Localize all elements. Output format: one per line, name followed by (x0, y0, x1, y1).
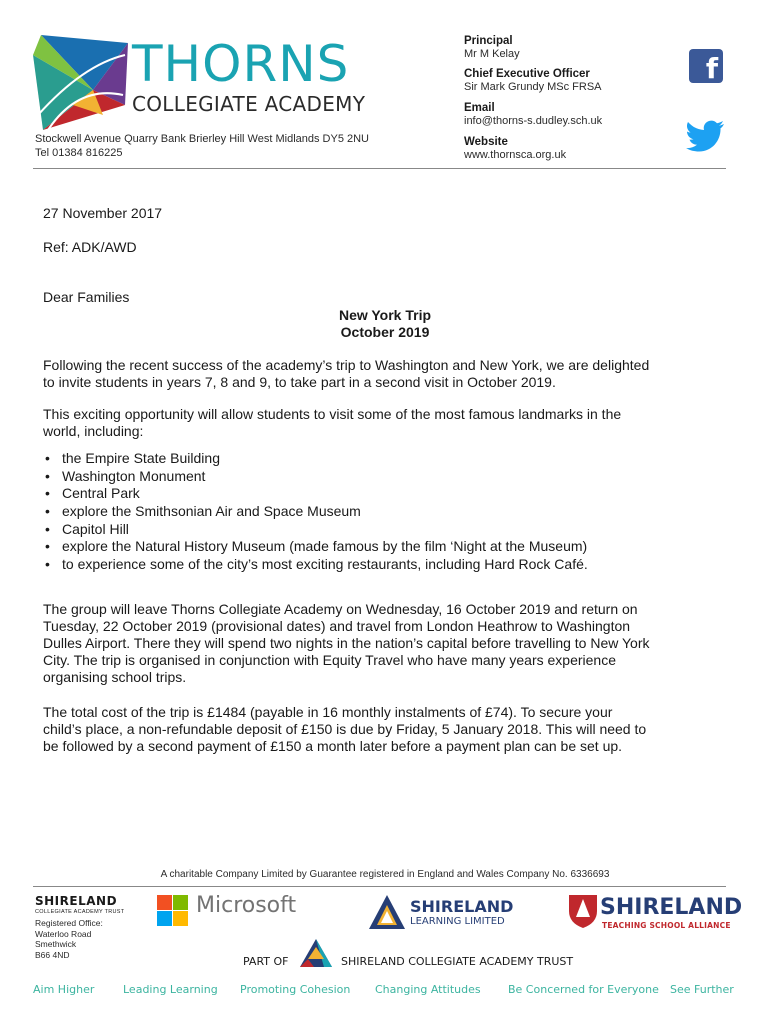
shireland-trust-subtitle: COLLEGIATE ACADEMY TRUST (35, 909, 125, 915)
tagline-item: Be Concerned for Everyone (508, 983, 659, 996)
paragraph-cost (43, 704, 733, 755)
email-label: Email (464, 102, 495, 114)
tagline-item: See Further (670, 983, 734, 996)
tagline-item: Promoting Cohesion (240, 983, 351, 996)
paragraph-line: This exciting opportunity will allow students to visit some of the most famous landmarks in the (43, 406, 622, 422)
tagline-item: Aim Higher (33, 983, 95, 996)
teaching-school-shield-icon (568, 893, 598, 929)
address-line: Stockwell Avenue Quarry Bank Brierley Hill West Midlands DY5 2NU (35, 133, 370, 145)
paragraph-line: The total cost of the trip is £1484 (payable in 16 monthly instalments of £74). To secure your (43, 704, 613, 720)
letter-subtitle: October 2019 (340, 324, 430, 340)
phone-line: Tel 01384 816225 (35, 147, 123, 159)
part-of-label: PART OF (243, 955, 289, 968)
academy-logo-subtitle: COLLEGIATE ACADEMY (132, 92, 366, 116)
letter-ref: Ref: ADK/AWD (43, 239, 137, 255)
ceo-name: Sir Mark Grundy MSc FRSA (464, 81, 602, 93)
trust-logo-icon (296, 937, 336, 971)
website-link[interactable]: www.thornsca.org.uk (464, 149, 567, 161)
paragraph-line: Following the recent success of the academy’s trip to Washington and New York, we are delighted (43, 357, 650, 373)
header-divider (33, 168, 726, 169)
twitter-icon[interactable] (686, 120, 726, 152)
list-item: • Capitol Hill (43, 521, 588, 539)
teaching-school-wordmark: SHIRELAND (600, 895, 743, 920)
teaching-school-subtitle: TEACHING SCHOOL ALLIANCE (602, 921, 731, 930)
academy-logo-wordmark: THORNS (132, 35, 350, 93)
list-item: • Central Park (43, 485, 588, 503)
website-label: Website (464, 136, 508, 148)
charity-notice: A charitable Company Limited by Guarantee registered in England and Wales Company No. 6336693 (160, 869, 610, 880)
list-item: • to experience some of the city’s most exciting restaurants, including Hard Rock Café. (43, 556, 588, 574)
footer-divider (33, 886, 726, 887)
thorns-logo-icon (33, 35, 128, 135)
paragraph-opportunity (43, 406, 733, 440)
paragraph-intro (43, 357, 733, 391)
shireland-learning-subtitle: LEARNING LIMITED (410, 916, 505, 927)
principal-name: Mr M Kelay (464, 48, 520, 60)
paragraph-line: be followed by a second payment of £150 a month later before a payment plan can be set up. (43, 738, 623, 754)
paragraph-line: The group will leave Thorns Collegiate Academy on Wednesday, 16 October 2019 and return on (43, 601, 638, 617)
school-address (35, 132, 369, 160)
office-line: B66 4ND (35, 949, 70, 960)
paragraph-line: City. The trip is organised in conjunction with Equity Travel who have many years experience (43, 652, 616, 668)
list-item: • explore the Natural History Museum (made famous by the film ‘Night at the Museum) (43, 538, 588, 556)
trust-name: SHIRELAND COLLEGIATE ACADEMY TRUST (341, 955, 574, 968)
list-item: • explore the Smithsonian Air and Space Museum (43, 503, 588, 521)
microsoft-logo-icon (157, 895, 188, 926)
salutation: Dear Families (43, 289, 130, 305)
office-line: Smethwick (35, 939, 77, 949)
paragraph-line: Dulles Airport. There they will spend two nights in the nation’s capital before travelling to New York (43, 635, 650, 651)
registered-office (35, 918, 103, 960)
tagline-item: Leading Learning (123, 983, 218, 996)
letter-date: 27 November 2017 (43, 205, 163, 221)
email-link[interactable]: info@thorns-s.dudley.sch.uk (464, 115, 603, 127)
paragraph-line: organising school trips. (43, 669, 187, 685)
office-line: Waterloo Road (35, 928, 92, 939)
letter-title: New York Trip (338, 307, 432, 323)
landmarks-list (43, 450, 588, 574)
paragraph-line: to invite students in years 7, 8 and 9, to take part in a second visit in October 2019. (43, 374, 556, 390)
microsoft-wordmark: Microsoft (196, 893, 297, 918)
paragraph-itinerary (43, 601, 733, 686)
facebook-icon[interactable]: f (689, 49, 723, 83)
shireland-learning-wordmark: SHIRELAND (410, 897, 514, 916)
paragraph-line: Tuesday, 22 October 2019 (provisional dates) and travel from London Heathrow to Washington (43, 618, 631, 634)
principal-label: Principal (464, 35, 513, 47)
paragraph-line: child’s place, a non-refundable deposit of £150 is due by Friday, 5 January 2018. This will need to (43, 721, 647, 737)
list-item: • the Empire State Building (43, 450, 588, 468)
office-line: Registered Office: (35, 918, 103, 928)
paragraph-line: world, including: (43, 423, 144, 439)
ceo-label: Chief Executive Officer (464, 68, 590, 80)
shireland-trust-logo: SHIRELAND (35, 894, 118, 908)
shireland-learning-logo-icon (367, 893, 407, 933)
tagline-item: Changing Attitudes (375, 983, 481, 996)
list-item: • Washington Monument (43, 468, 588, 486)
